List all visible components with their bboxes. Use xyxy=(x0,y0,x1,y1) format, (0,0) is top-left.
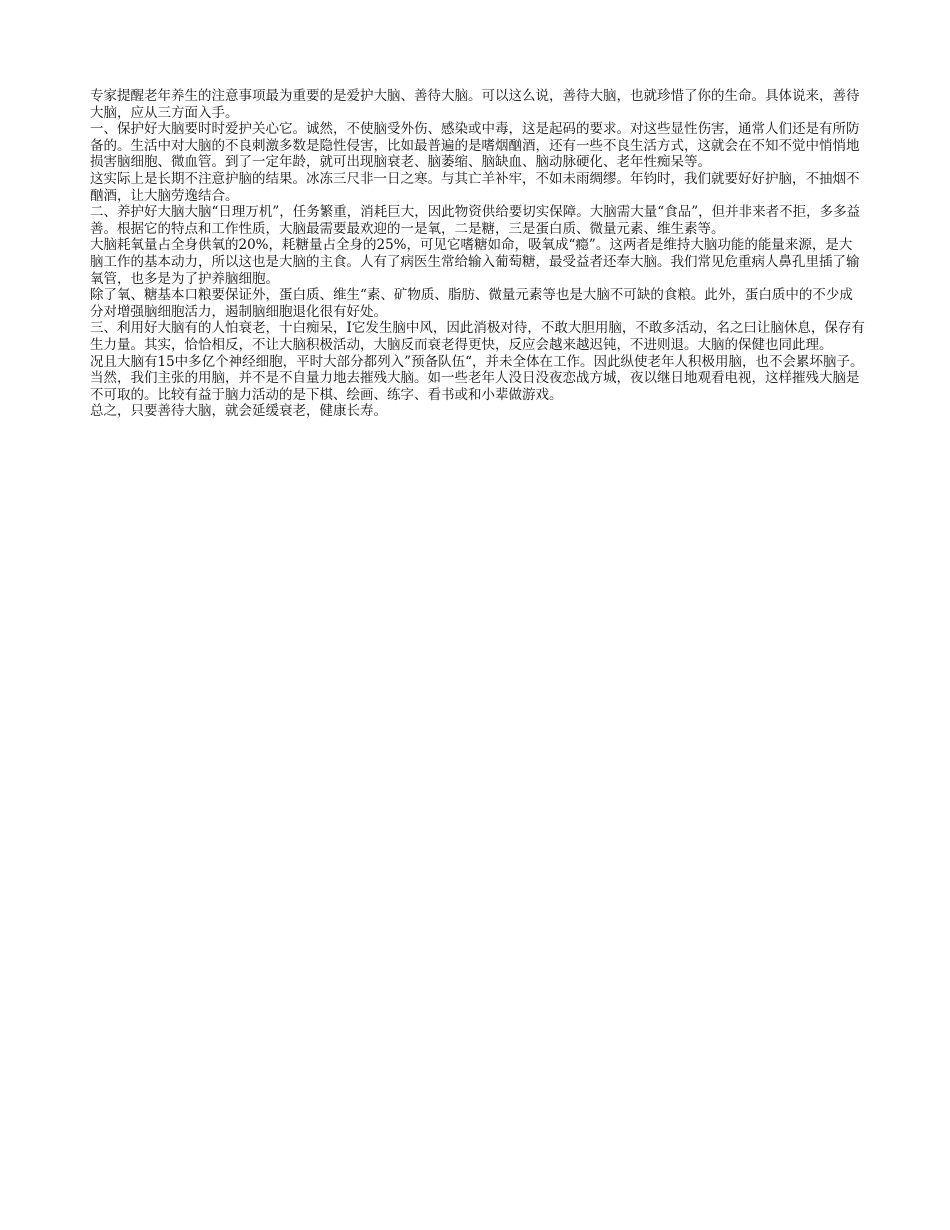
document-body xyxy=(90,88,865,420)
paragraph-other-nutrients: 除了氧、糖基本口粮要保证外，蛋白质、维生“素、矿物质、脂肪、微量元素等也是大脑不可缺的食粮。此外，蛋白质中的不少成分对增强脑细胞活力，遏制脑细胞退化很有好处。 xyxy=(90,287,853,320)
paragraph-conclusion: 总之，只要善待大脑，就会延缓衰老，健康长寿。 xyxy=(90,403,387,420)
paragraph-intro: 专家提醒老年养生的注意事项最为重要的是爱护大脑、善待大脑。可以这么说，善待大脑，也就珍惜了你的生命。具体说来，善待大脑，应从三方面入手。 xyxy=(90,88,860,121)
paragraph-nourish-brain: 二、养护好大脑大脑“日理万机”，任务繁重，消耗巨大，因此物资供给要切实保障。大脑需大量“食品”，但并非来者不拒，多多益善。根据它的特点和工作性质，大脑最需要最欢迎的一是氧，二是糖，三是蛋白质、微量元素、维生素等。 xyxy=(90,204,861,237)
paragraph-neurons: 况且大脑有15中多亿个神经细胞，平时大部分都列入”预备队伍“，并未全体在工作。因此纵使老年人积极用脑，也不会累坏脑子。当然，我们主张的用脑，并不是不自量力地去摧残大脑。如一些老年人没日没夜恋战方城，夜以继日地观看电视，这样摧残大脑是不可取的。比较有益于脑力活动的是下棋、绘画、练字、看书或和小辈做游戏。 xyxy=(90,353,864,403)
paragraph-oxygen-sugar: 大脑耗氧量占全身供氧的20%，耗糖量占全身的25%，可见它嗜糖如命，吸氧成“瘾”。这两者是维持大脑功能的能量来源，是大脑工作的基本动力，所以这也是大脑的主食。人有了病医生常给输入葡萄糖，最受益者还奉大脑。我们常见危重病人鼻孔里插了输氧管，也多是为了护养脑细胞。 xyxy=(90,237,860,287)
paragraph-protect-brain: 一、保护好大脑要时时爱护关心它。诚然，不使脑受外伤、感染或中毒，这是起码的要求。对这些显性伤害，通常人们还是有所防备的。生活中对大脑的不良刺激多数是隐性侵害，比如最普遍的是嗜烟酗酒，还有一些不良生活方式，这就会在不知不觉中悄悄地损害脑细胞、微血管。到了一定年龄，就可出现脑衰老、脑萎缩、脑缺血、脑动脉硬化、老年性痴呆等。 xyxy=(90,121,860,171)
paragraph-use-brain: 三、利用好大脑有的人怕衰老，十白痴呆，I它发生脑中风，因此消极对待，不敢大胆用脑，不敢多活动，名之曰让脑休息，保存有生力量。其实，恰恰相反，不让大脑积极活动，大脑反而衰老得更快，反应会越来越迟钝，不进则退。大脑的保健也同此理。 xyxy=(90,320,865,353)
paragraph-long-term-result: 这实际上是长期不注意护脑的结果。冰冻三尺非一日之寒。与其亡羊补牢，不如未雨绸缪。年钧时，我们就要好好护脑，不抽烟不酗酒，让大脑劳逸结合。 xyxy=(90,170,860,204)
